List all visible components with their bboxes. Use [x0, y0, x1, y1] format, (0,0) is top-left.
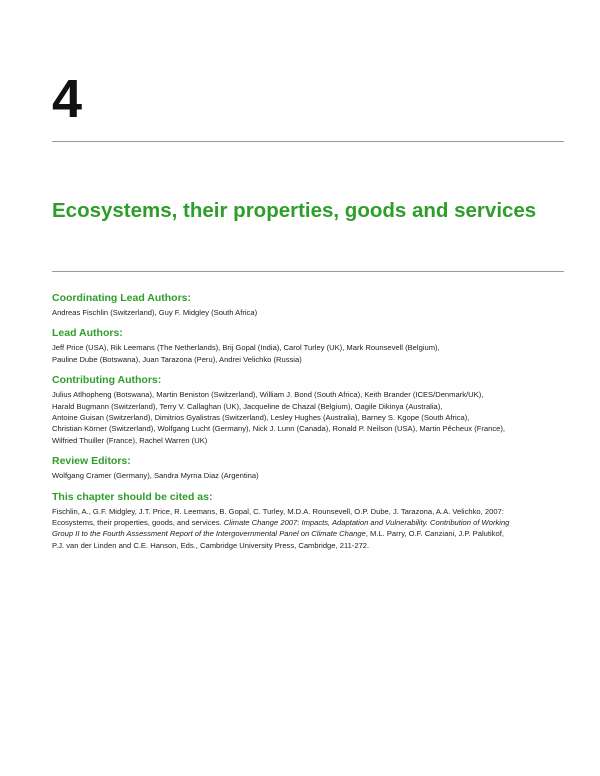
author-line: Jeff Price (USA), Rik Leemans (The Netherlands), Brij Gopal (India), Carol Turley (UK), Mark Rounsevell (Belgium), [52, 343, 440, 353]
chapter-number: 4 [52, 69, 83, 129]
citation-section [52, 491, 564, 552]
author-line: Julius Atlhopheng (Botswana), Martin Beniston (Switzerland), William J. Bond (South Africa), Keith Brander (ICES/Denmark/UK), [52, 390, 484, 400]
section-heading: Coordinating Lead Authors: [52, 292, 192, 304]
author-line: Andreas Fischlin (Switzerland), Guy F. Midgley (South Africa) [52, 308, 258, 317]
author-list [52, 342, 564, 365]
lead-authors-section [52, 327, 564, 365]
citation-line: Ecosystems, their properties, goods, and services. [52, 518, 224, 528]
citation-line: , M.L. Parry, O.F. Canziani, J.P. Palutikof, [365, 529, 504, 539]
author-line: Harald Bugmann (Switzerland), Terry V. Callaghan (UK), Jacqueline de Chazal (Belgium), Oagile Dikinya (Australia), [52, 401, 443, 411]
author-credits [52, 292, 564, 560]
citation-line: P.J. van der Linden and C.E. Hanson, Eds., Cambridge University Press, Cambridge, 211-272. [52, 540, 370, 550]
author-list [52, 389, 564, 446]
citation-line: Fischlin, A., G.F. Midgley, J.T. Price, R. Leemans, B. Gopal, C. Turley, M.D.A. Rounsevell, O.P. Dube, J. Tarazona, A.A. Velichko, 2007: [52, 506, 504, 516]
author-line: Wolfgang Cramer (Germany), Sandra Myrna Diaz (Argentina) [52, 471, 259, 481]
section-heading: Contributing Authors: [52, 374, 162, 387]
citation-book-title: Group II to the Fourth Assessment Report of the Intergovernmental Panel on Climate Change [52, 529, 366, 539]
citation-text [52, 506, 564, 552]
citation-book-title: Climate Change 2007: Impacts, Adaptation and Vulnerability. Contribution of Working [223, 518, 510, 528]
top-divider [52, 141, 564, 142]
author-list [52, 470, 564, 481]
author-line: Christian Körner (Switzerland), Wolfgang Lucht (Germany), Nick J. Lunn (Canada), Ronald P. Neilson (USA), Martin Pêcheux (France), [52, 424, 505, 434]
bottom-divider [52, 271, 564, 272]
section-heading: This chapter should be cited as: [52, 490, 213, 503]
author-line: Antoine Guisan (Switzerland), Dimitrios Gyalistras (Switzerland), Lesley Hughes (Australia), Barney S. Kgope (South Africa), [52, 413, 470, 423]
contributing-authors-section [52, 374, 564, 446]
coordinating-lead-authors-section [52, 292, 564, 318]
section-heading: Review Editors: [52, 455, 131, 468]
author-list [52, 307, 564, 318]
author-line: Wilfried Thuiller (France), Rachel Warren (UK) [52, 435, 208, 445]
chapter-title: Ecosystems, their properties, goods and services [52, 199, 537, 222]
section-heading: Lead Authors: [52, 327, 123, 340]
author-line: Pauline Dube (Botswana), Juan Tarazona (Peru), Andrei Velichko (Russia) [52, 354, 302, 364]
review-editors-section [52, 455, 564, 481]
